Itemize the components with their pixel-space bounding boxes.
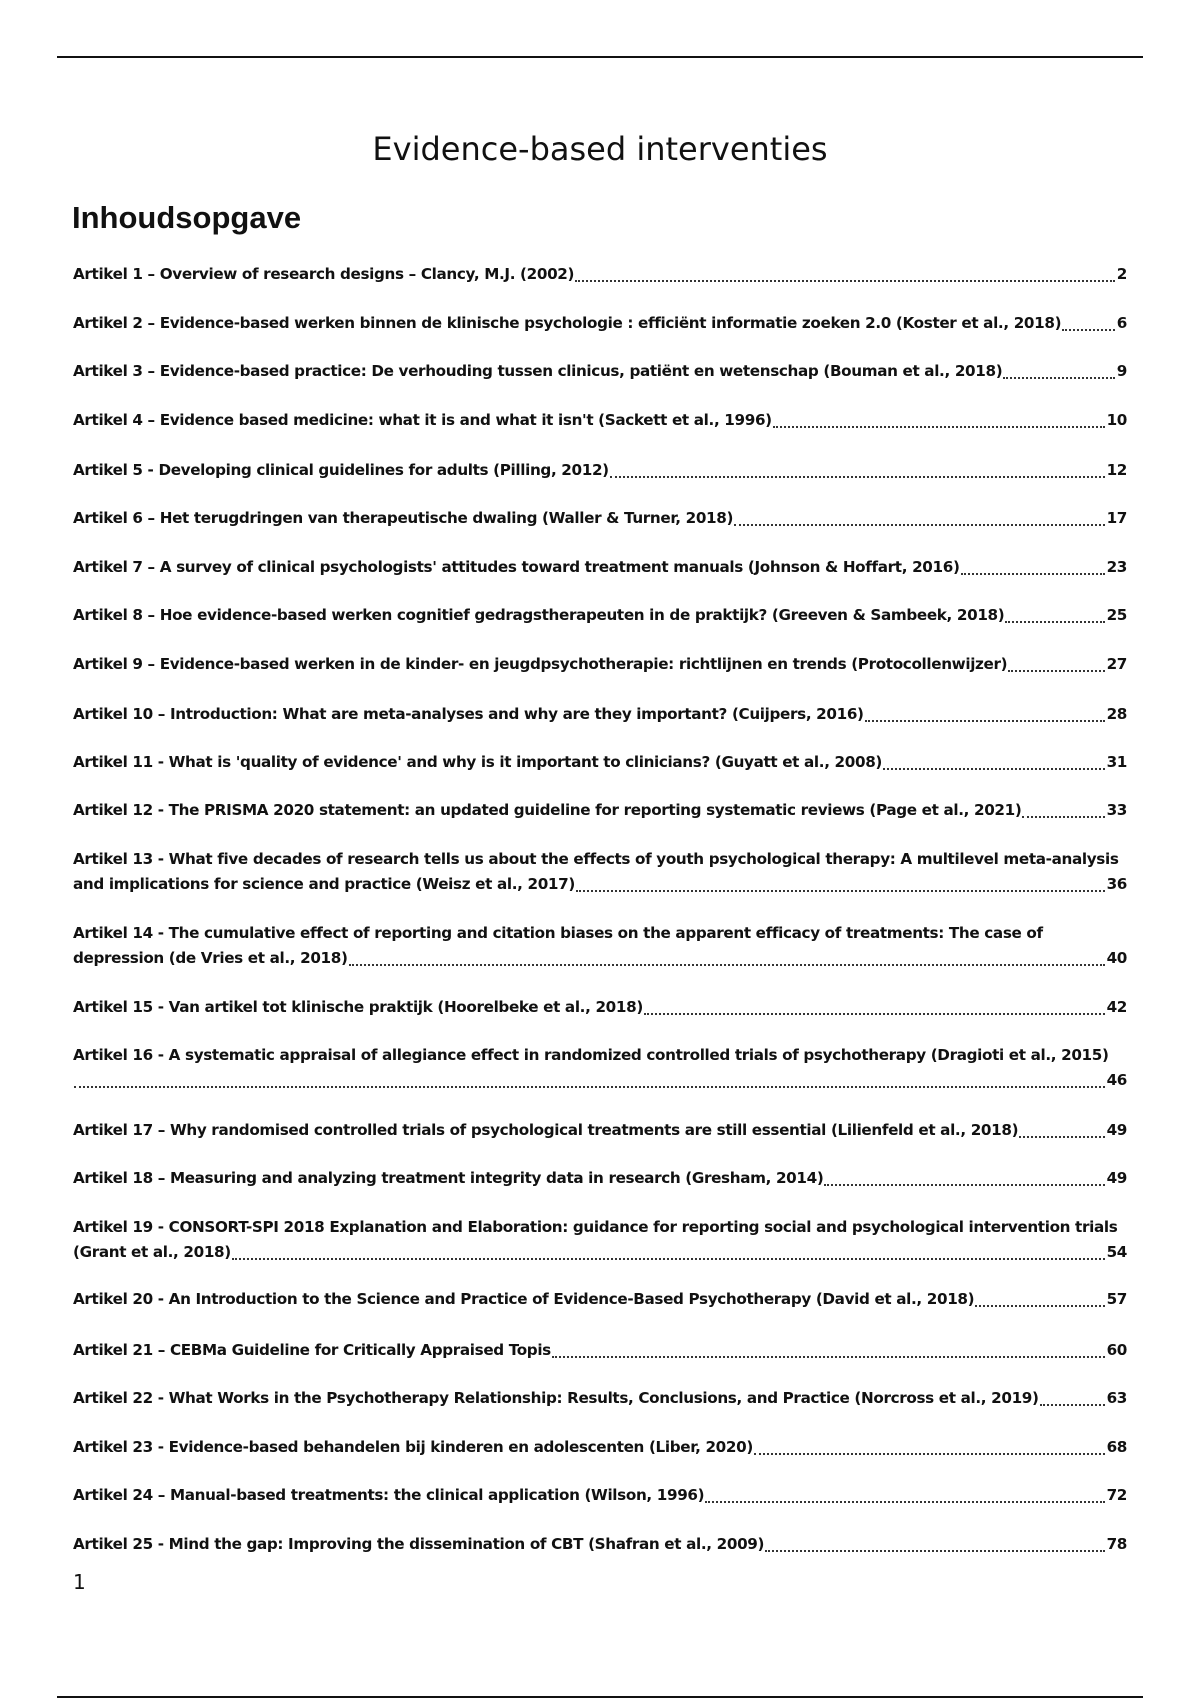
- toc-entry-11[interactable]: [73, 750, 1127, 775]
- toc-entry-text: Artikel 24 – Manual-based treatments: the clinical application (Wilson, 1996): [73, 1486, 705, 1504]
- toc-entry-page: 10: [1106, 411, 1127, 429]
- toc-entry-13[interactable]: [73, 847, 1127, 897]
- dot-leader: [610, 476, 1105, 478]
- toc-entry-text: Artikel 1 – Overview of research designs – Clancy, M.J. (2002): [73, 265, 575, 283]
- toc-entry-page: 36: [1106, 875, 1127, 893]
- dot-leader: [765, 1550, 1104, 1552]
- dot-leader: [975, 1305, 1104, 1307]
- toc-entry-18[interactable]: [73, 1166, 1127, 1191]
- toc-entry-page: 68: [1106, 1438, 1127, 1456]
- toc-entry-text: Artikel 3 – Evidence-based practice: De verhouding tussen clinicus, patiënt en wetenschap (Bouman et al., 2018): [73, 362, 1003, 380]
- toc-entry-text: Artikel 22 - What Works in the Psychotherapy Relationship: Results, Conclusions, and Practice (Norcross et al., 2019): [73, 1389, 1039, 1407]
- toc-entry-text: Artikel 17 – Why randomised controlled trials of psychological treatments are still essential (Lilienfeld et al., 2018): [73, 1121, 1019, 1139]
- toc-entry-text: and implications for science and practice (Weisz et al., 2017): [73, 875, 575, 893]
- toc-entry-page: 40: [1106, 949, 1127, 967]
- dot-leader: [705, 1501, 1104, 1503]
- toc-entry-text: Artikel 14 - The cumulative effect of reporting and citation biases on the apparent efficacy of treatments: The case of: [73, 924, 1043, 942]
- toc-entry-text: Artikel 11 - What is 'quality of evidence' and why is it important to clinicians? (Guyatt et al., 2008): [73, 753, 883, 771]
- toc-entry-text: Artikel 10 – Introduction: What are meta-analyses and why are they important? (Cuijpers, 2016): [73, 705, 864, 723]
- toc-entry-25[interactable]: [73, 1532, 1127, 1557]
- toc-entry-text: Artikel 15 - Van artikel tot klinische praktijk (Hoorelbeke et al., 2018): [73, 998, 643, 1016]
- toc-entry-text: (Grant et al., 2018): [73, 1243, 231, 1261]
- toc-entry-22[interactable]: [73, 1386, 1127, 1411]
- toc-entry-page: 25: [1106, 606, 1127, 624]
- toc-entry-text: Artikel 9 – Evidence-based werken in de kinder- en jeugdpsychotherapie: richtlijnen en trends (Protocollenwijzer): [73, 655, 1008, 673]
- document-title: Evidence-based interventies: [372, 130, 828, 168]
- toc-entry-text: Artikel 18 – Measuring and analyzing treatment integrity data in research (Gresham, 2014): [73, 1169, 824, 1187]
- toc-entry-page: 49: [1106, 1169, 1127, 1187]
- toc-entry-7[interactable]: [73, 555, 1127, 580]
- toc-entry-20[interactable]: [73, 1287, 1127, 1312]
- toc-entry-page: 46: [1106, 1071, 1127, 1089]
- toc-entry-page: 6: [1116, 314, 1127, 332]
- dot-leader: [865, 720, 1105, 722]
- toc-entry-text: Artikel 8 – Hoe evidence-based werken cognitief gedragstherapeuten in de praktijk? (Greeven & Sambeek, 2018): [73, 606, 1005, 624]
- toc-entry-page: 9: [1116, 362, 1127, 380]
- toc-entry-12[interactable]: [73, 798, 1127, 823]
- footer-rule: [57, 1696, 1143, 1698]
- dot-leader: [1022, 816, 1104, 818]
- toc-entry-page: 63: [1106, 1389, 1127, 1407]
- dot-leader: [576, 890, 1105, 892]
- dot-leader: [734, 524, 1104, 526]
- toc-entry-5[interactable]: [73, 458, 1127, 483]
- toc-entry-16[interactable]: [73, 1043, 1127, 1093]
- toc-entry-14[interactable]: [73, 921, 1127, 971]
- toc-entry-23[interactable]: [73, 1435, 1127, 1460]
- toc-entry-text: Artikel 12 - The PRISMA 2020 statement: an updated guideline for reporting systematic reviews (Page et al., 2021): [73, 801, 1022, 819]
- dot-leader: [824, 1184, 1104, 1186]
- toc-entry-21[interactable]: [73, 1338, 1127, 1363]
- toc-entry-page: 28: [1106, 705, 1127, 723]
- toc-entry-text: Artikel 16 - A systematic appraisal of allegiance effect in randomized controlled trials of psychotherapy (Dragioti et al., 2015): [73, 1046, 1109, 1064]
- dot-leader: [961, 573, 1105, 575]
- toc-entry-page: 23: [1106, 558, 1127, 576]
- toc-heading: Inhoudsopgave: [72, 200, 302, 235]
- toc-entry-17[interactable]: [73, 1118, 1127, 1143]
- toc-entry-1[interactable]: [73, 262, 1127, 287]
- toc-entry-page: 27: [1106, 655, 1127, 673]
- dot-leader: [1008, 670, 1104, 672]
- toc-entry-text: Artikel 2 – Evidence-based werken binnen de klinische psychologie : efficiënt informatie zoeken 2.0 (Koster et al., 2018): [73, 314, 1062, 332]
- toc-entry-2[interactable]: [73, 311, 1127, 336]
- toc-entry-9[interactable]: [73, 652, 1127, 677]
- dot-leader: [552, 1356, 1105, 1358]
- dot-leader: [773, 426, 1105, 428]
- toc-entry-text: depression (de Vries et al., 2018): [73, 949, 348, 967]
- dot-leader: [1062, 329, 1115, 331]
- toc-entry-page: 31: [1106, 753, 1127, 771]
- toc-entry-page: 33: [1106, 801, 1127, 819]
- toc-entry-page: 57: [1106, 1290, 1127, 1308]
- toc-entry-4[interactable]: [73, 408, 1127, 433]
- toc-entry-page: 49: [1106, 1121, 1127, 1139]
- dot-leader: [1040, 1404, 1105, 1406]
- toc-entry-page: 2: [1116, 265, 1127, 283]
- dot-leader: [74, 1086, 1105, 1088]
- toc-entry-10[interactable]: [73, 702, 1127, 727]
- dot-leader: [349, 964, 1105, 966]
- toc-entry-page: 54: [1106, 1243, 1127, 1261]
- toc-entry-15[interactable]: [73, 995, 1127, 1020]
- toc-entry-text: Artikel 5 - Developing clinical guidelines for adults (Pilling, 2012): [73, 461, 609, 479]
- toc-entry-page: 72: [1106, 1486, 1127, 1504]
- toc-entry-text: Artikel 7 – A survey of clinical psychologists' attitudes toward treatment manuals (Johnson & Hoffart, 2016): [73, 558, 960, 576]
- dot-leader: [1003, 377, 1114, 379]
- toc-entry-text: Artikel 20 - An Introduction to the Science and Practice of Evidence-Based Psychotherapy (David et al., 2018): [73, 1290, 975, 1308]
- dot-leader: [232, 1258, 1105, 1260]
- toc-entry-text: Artikel 13 - What five decades of research tells us about the effects of youth psychological therapy: A multilevel meta-analysis: [73, 850, 1119, 868]
- toc-entry-8[interactable]: [73, 603, 1127, 628]
- page-number: 1: [73, 1570, 86, 1594]
- toc-entry-text: Artikel 19 - CONSORT-SPI 2018 Explanation and Elaboration: guidance for reporting social and psychological intervention trials: [73, 1218, 1118, 1236]
- toc-entry-text: Artikel 25 - Mind the gap: Improving the dissemination of CBT (Shafran et al., 2009): [73, 1535, 765, 1553]
- toc-entry-page: 60: [1106, 1341, 1127, 1359]
- toc-entry-text: Artikel 21 – CEBMa Guideline for Critically Appraised Topis: [73, 1341, 551, 1359]
- dot-leader: [754, 1453, 1105, 1455]
- dot-leader: [644, 1013, 1105, 1015]
- toc-entry-6[interactable]: [73, 506, 1127, 531]
- toc-entry-page: 78: [1106, 1535, 1127, 1553]
- toc-entry-text: Artikel 6 – Het terugdringen van therapeutische dwaling (Waller & Turner, 2018): [73, 509, 734, 527]
- toc-entry-19[interactable]: [73, 1215, 1127, 1265]
- toc-entry-text: Artikel 23 - Evidence-based behandelen bij kinderen en adolescenten (Liber, 2020): [73, 1438, 753, 1456]
- toc-entry-3[interactable]: [73, 359, 1127, 384]
- dot-leader: [883, 768, 1105, 770]
- toc-entry-page: 42: [1106, 998, 1127, 1016]
- toc-entry-text: Artikel 4 – Evidence based medicine: what it is and what it isn't (Sackett et al., 1996): [73, 411, 772, 429]
- dot-leader: [1005, 621, 1104, 623]
- toc-entry-24[interactable]: [73, 1483, 1127, 1508]
- dot-leader: [575, 280, 1115, 282]
- toc-entry-page: 17: [1106, 509, 1127, 527]
- dot-leader: [1019, 1136, 1104, 1138]
- toc-entry-page: 12: [1106, 461, 1127, 479]
